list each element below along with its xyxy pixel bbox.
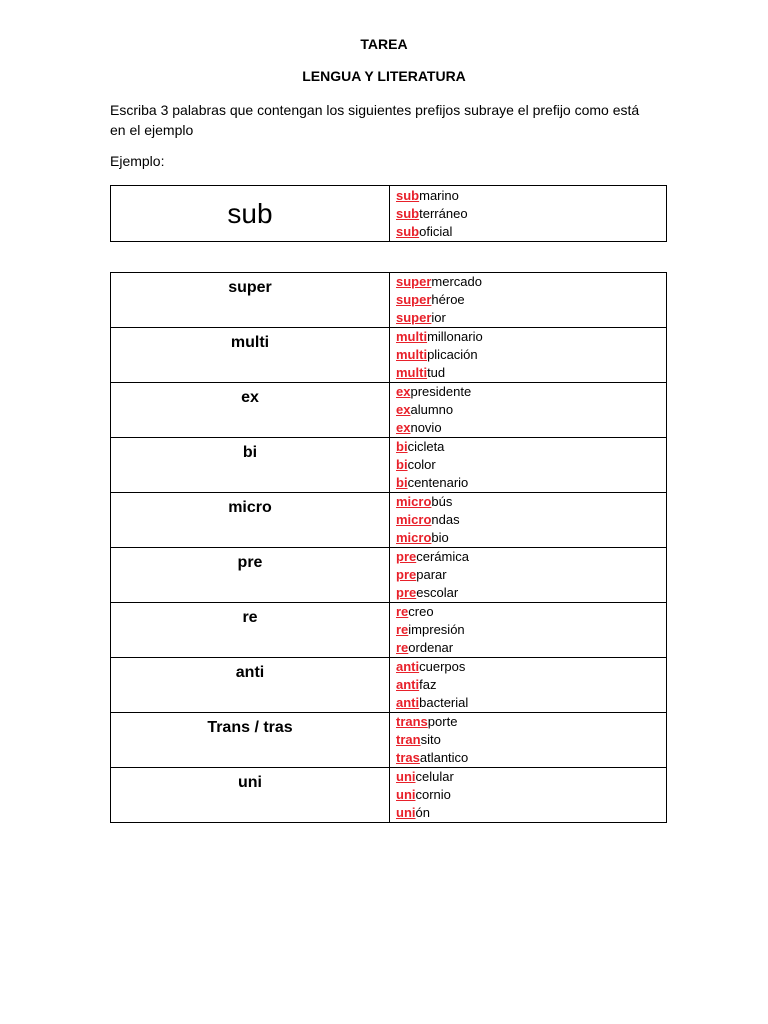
prefix-label: pre (237, 554, 263, 571)
prefix-label: anti (235, 664, 265, 681)
table-row (111, 273, 667, 328)
word-rest: millonario (427, 329, 483, 344)
word-item (396, 749, 666, 767)
word-rest: bús (431, 494, 453, 509)
prefix-cell (111, 438, 390, 493)
word-prefix: bi (396, 475, 408, 490)
words-cell (390, 438, 667, 493)
word-prefix: sub (396, 188, 420, 203)
word-prefix: tras (396, 750, 420, 765)
prefix-cell (111, 273, 390, 328)
word-item (396, 603, 666, 621)
word-prefix: micro (396, 494, 432, 509)
table-row (111, 383, 667, 438)
word-rest: presidente (410, 384, 472, 399)
word-prefix: anti (396, 659, 420, 674)
word-rest: sito (420, 732, 441, 747)
word-rest: porte (427, 714, 458, 729)
word-item (396, 713, 666, 731)
prefix-cell (111, 548, 390, 603)
prefix-label: micro (228, 499, 272, 516)
word-prefix: multi (396, 365, 428, 380)
prefix-cell (111, 713, 390, 768)
word-prefix: micro (396, 512, 432, 527)
word-rest: tud (427, 365, 446, 380)
word-item (396, 364, 666, 382)
prefix-label: uni (238, 774, 262, 791)
word-item (396, 223, 666, 241)
table-row (111, 713, 667, 768)
word-prefix: multi (396, 329, 428, 344)
word-item (396, 456, 666, 474)
word-item (396, 566, 666, 584)
words-cell (390, 603, 667, 658)
words-cell (390, 548, 667, 603)
word-prefix: re (396, 622, 409, 637)
word-item (396, 676, 666, 694)
word-item (396, 401, 666, 419)
table-row (111, 548, 667, 603)
word-rest: bacterial (419, 695, 469, 710)
words-cell (390, 273, 667, 328)
word-rest: color (407, 457, 436, 472)
word-prefix: uni (396, 787, 416, 802)
prefix-cell (111, 658, 390, 713)
word-rest: escolar (416, 585, 459, 600)
word-item (396, 731, 666, 749)
word-prefix: ex (396, 420, 411, 435)
word-rest: ordenar (408, 640, 454, 655)
words-cell (390, 768, 667, 823)
word-rest: atlantico (419, 750, 469, 765)
word-rest: centenario (407, 475, 469, 490)
word-prefix: re (396, 640, 409, 655)
word-item (396, 474, 666, 492)
word-prefix: pre (396, 585, 417, 600)
word-prefix: pre (396, 567, 417, 582)
word-item (396, 548, 666, 566)
word-item (396, 493, 666, 511)
table-row (111, 603, 667, 658)
word-prefix: bi (396, 457, 408, 472)
word-prefix: ex (396, 402, 411, 417)
word-item (396, 694, 666, 712)
word-item (396, 309, 666, 327)
word-prefix: trans (396, 714, 428, 729)
word-item (396, 419, 666, 437)
word-prefix: ex (396, 384, 411, 399)
words-cell (390, 383, 667, 438)
word-item (396, 768, 666, 786)
word-rest: mercado (431, 274, 482, 289)
word-prefix: anti (396, 677, 420, 692)
table-row (111, 658, 667, 713)
prefix-cell (111, 493, 390, 548)
word-item (396, 511, 666, 529)
word-item (396, 328, 666, 346)
word-rest: plicación (427, 347, 478, 362)
word-item (396, 658, 666, 676)
words-cell (390, 186, 667, 242)
word-rest: cuerpos (419, 659, 466, 674)
instructions-text: Escriba 3 palabras que contengan los siguientes prefijos subraye el prefijo como está en el ejemplo (110, 102, 640, 138)
words-cell (390, 328, 667, 383)
prefix-cell (111, 768, 390, 823)
word-rest: oficial (419, 224, 453, 239)
word-rest: parar (416, 567, 447, 582)
document-title: TAREA (360, 36, 408, 52)
word-prefix: uni (396, 805, 416, 820)
words-cell (390, 713, 667, 768)
word-item (396, 383, 666, 401)
word-rest: impresión (408, 622, 465, 637)
word-rest: alumno (410, 402, 454, 417)
word-rest: cerámica (416, 549, 469, 564)
word-rest: novio (410, 420, 442, 435)
example-label: Ejemplo: (110, 153, 165, 169)
word-item (396, 639, 666, 657)
prefix-label: super (228, 279, 272, 296)
word-rest: marino (419, 188, 459, 203)
word-item (396, 205, 666, 223)
word-prefix: uni (396, 769, 416, 784)
word-rest: cornio (415, 787, 451, 802)
document-subtitle: LENGUA Y LITERATURA (302, 68, 466, 84)
word-rest: cicleta (407, 439, 445, 454)
word-item (396, 346, 666, 364)
word-prefix: super (396, 274, 432, 289)
prefix-label: multi (230, 334, 270, 351)
word-item (396, 529, 666, 547)
word-prefix: sub (396, 224, 420, 239)
word-item (396, 584, 666, 602)
prefix-label: Trans / tras (207, 719, 293, 736)
word-prefix: sub (396, 206, 420, 221)
prefix-label: sub (227, 197, 273, 229)
word-item (396, 291, 666, 309)
word-item (396, 621, 666, 639)
table-row (111, 493, 667, 548)
word-rest: ndas (431, 512, 460, 527)
word-item (396, 786, 666, 804)
prefix-label: re (242, 609, 258, 626)
word-rest: ior (431, 310, 446, 325)
word-prefix: micro (396, 530, 432, 545)
word-prefix: anti (396, 695, 420, 710)
word-prefix: pre (396, 549, 417, 564)
word-prefix: super (396, 310, 432, 325)
word-rest: bio (431, 530, 449, 545)
words-cell (390, 658, 667, 713)
word-item (396, 273, 666, 291)
prefix-label: ex (241, 389, 259, 406)
word-item (396, 804, 666, 822)
prefix-table (110, 272, 667, 823)
word-rest: creo (408, 604, 434, 619)
word-prefix: bi (396, 439, 408, 454)
word-prefix: re (396, 604, 409, 619)
example-table (110, 185, 667, 242)
table-row (111, 186, 667, 242)
prefix-cell (111, 603, 390, 658)
word-rest: héroe (431, 292, 465, 307)
word-rest: terráneo (419, 206, 468, 221)
word-item (396, 187, 666, 205)
word-rest: ón (415, 805, 430, 820)
word-prefix: super (396, 292, 432, 307)
prefix-cell (111, 328, 390, 383)
table-row (111, 438, 667, 493)
words-cell (390, 493, 667, 548)
table-row (111, 768, 667, 823)
word-item (396, 438, 666, 456)
prefix-cell (111, 383, 390, 438)
word-rest: celular (415, 769, 454, 784)
word-prefix: tran (396, 732, 421, 747)
word-rest: faz (419, 677, 437, 692)
prefix-cell (111, 186, 390, 242)
word-prefix: multi (396, 347, 428, 362)
prefix-label: bi (242, 444, 258, 461)
table-row (111, 328, 667, 383)
